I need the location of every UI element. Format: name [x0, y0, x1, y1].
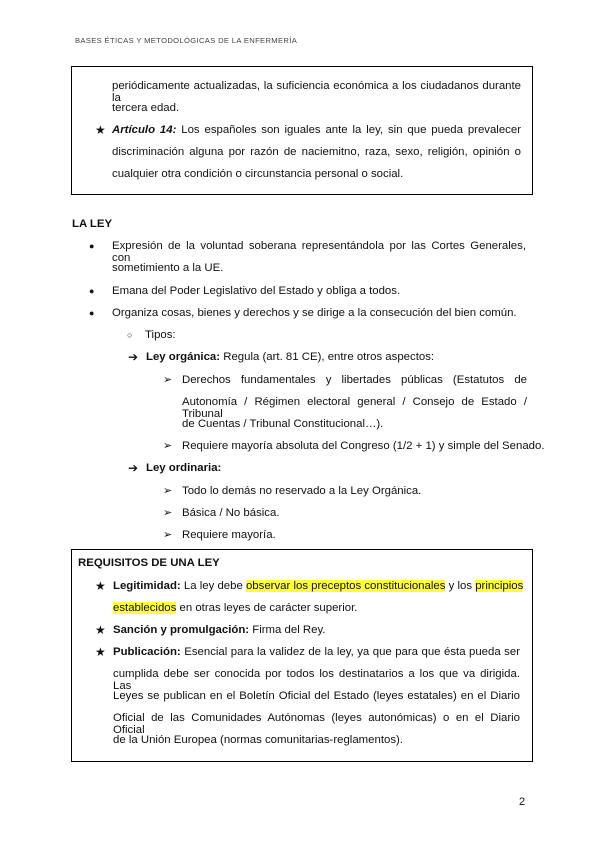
ordinaria-item-line: Todo lo demás no reservado a la Ley Orgánica. — [182, 485, 422, 497]
ley-bullet-line: Emana del Poder Legislativo del Estado y obliga a todos. — [112, 285, 401, 297]
triangle-bullet-icon: ➢ — [163, 485, 173, 497]
continued-text-line: tercera edad. — [112, 102, 180, 114]
section-heading-requisitos: REQUISITOS DE UNA LEY — [78, 557, 220, 569]
circle-bullet-icon: ○ — [127, 330, 133, 340]
article-14-line: Artículo 14: Los españoles son iguales ante la ley, sin que pueda prevalecer — [112, 124, 521, 136]
star-bullet-icon: ★ — [95, 123, 106, 137]
article-14-line: cualquier otra condición o circunstancia personal o social. — [112, 168, 404, 180]
sancion-line: Sanción y promulgación: Firma del Rey. — [113, 624, 326, 636]
article-14-line: discriminación alguna por razón de naciemitno, raza, sexo, religión, opinión o — [112, 146, 521, 158]
publicacion-line: Oficial de las Comunidades Autónomas (leyes autonómicas) o en el Diario Oficial — [113, 712, 520, 736]
ley-bullet-line: Organiza cosas, bienes y derechos y se dirige a la consecución del bien común. — [112, 307, 517, 319]
section-heading-la-ley: LA LEY — [72, 218, 113, 230]
publicacion-line: de la Unión Europea (normas comunitarias-reglamentos). — [113, 734, 403, 746]
ley-organica-line: Ley orgánica: Regula (art. 81 CE), entre otros aspectos: — [146, 351, 435, 363]
page-number: 2 — [519, 796, 526, 808]
organica-item-line: Requiere mayoría absoluta del Congreso (1/2 + 1) y simple del Senado. — [182, 440, 545, 452]
highlight-establecidos: establecidos — [113, 602, 177, 614]
ley-ordinaria-label: Ley ordinaria: — [146, 462, 222, 474]
ley-bullet-line: sometimiento a la UE. — [112, 262, 224, 274]
bullet-icon: ● — [89, 286, 95, 296]
publicacion-line: cumplida debe ser conocida por todos los destinatarios a los que va dirigida. Las — [113, 668, 520, 692]
arrow-bullet-icon: ➔ — [128, 350, 139, 364]
bullet-icon: ● — [89, 308, 95, 318]
triangle-bullet-icon: ➢ — [163, 374, 173, 386]
star-bullet-icon: ★ — [95, 579, 106, 593]
highlight-preceptos: observar los preceptos constitucionales — [245, 580, 446, 592]
continued-text-line: periódicamente actualizadas, la suficiencia económica a los ciudadanos durante la — [112, 80, 521, 104]
organica-item-line: Derechos fundamentales y libertades públicas (Estatutos de — [182, 374, 527, 386]
publicacion-line: Leyes se publican en el Boletín Oficial del Estado (leyes estatales) en el Diario — [113, 690, 520, 702]
ley-bullet-line: Expresión de la voluntad soberana representándola por las Cortes Generales, con — [112, 240, 526, 264]
triangle-bullet-icon: ➢ — [163, 440, 173, 452]
highlight-principios: principios — [475, 580, 524, 592]
organica-item-line: de Cuentas / Tribunal Constitucional…). — [182, 418, 384, 430]
article-14-label: Artículo 14: — [112, 124, 177, 136]
publicacion-line: Publicación: Esencial para la validez de la ley, ya que para que ésta pueda ser — [113, 646, 520, 658]
arrow-bullet-icon: ➔ — [128, 461, 139, 475]
legitimidad-line: Legitimidad: La ley debe observar los preceptos constitucionales y los principios — [113, 580, 524, 592]
triangle-bullet-icon: ➢ — [163, 507, 173, 519]
star-bullet-icon: ★ — [95, 645, 106, 659]
legitimidad-line: establecidos en otras leyes de carácter superior. — [113, 602, 358, 614]
ordinaria-item-line: Requiere mayoría. — [182, 529, 276, 541]
triangle-bullet-icon: ➢ — [163, 529, 173, 541]
tipos-label: Tipos: — [145, 329, 176, 341]
bullet-icon: ● — [89, 241, 95, 251]
running-header: BASES ÉTICAS Y METODOLÓGICAS DE LA ENFERMERÍA — [75, 36, 298, 45]
ordinaria-item-line: Básica / No básica. — [182, 507, 280, 519]
organica-item-line: Autonomía / Régimen electoral general / Consejo de Estado / Tribunal — [182, 396, 527, 420]
star-bullet-icon: ★ — [95, 623, 106, 637]
